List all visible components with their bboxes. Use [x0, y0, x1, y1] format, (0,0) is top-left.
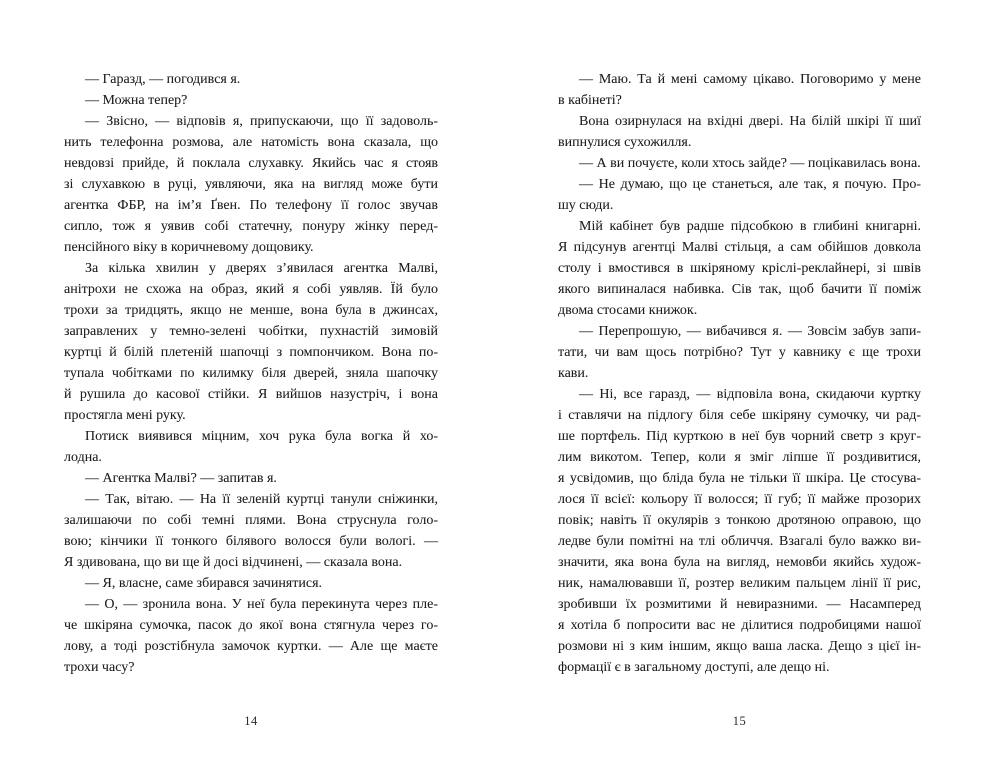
paragraph: [64, 594, 438, 678]
paragraph: [558, 321, 921, 384]
text-line: двома стосами книжок.: [558, 303, 698, 318]
text-line: Вона озирнулася на вхідні двері. На білій шкірі її шиї: [579, 114, 921, 129]
text-line: ледве були помітні на тлі обличчя. Взагалі було важко ви-: [558, 534, 921, 549]
text-line: лодна.: [64, 450, 102, 465]
text-line: якого випиналася набивка. Сів так, щоб бачити її поміж: [558, 282, 921, 297]
text-line: ник, намалювавши її, розтер великим пальцем лінії її рис,: [558, 576, 921, 591]
text-line: тати, чи вам щось потрібно? Тут у кавнику є ще трохи: [558, 345, 921, 360]
text-line: значити, яка вона була на вигляд, немовби якийсь худож-: [558, 555, 921, 570]
text-line: — Агентка Малві? — запитав я.: [85, 471, 277, 486]
page-number-left: 14: [244, 714, 258, 728]
text-line: Я здивована, що ви ще й досі відчинені, — сказала вона.: [64, 555, 403, 570]
text-line: шу сюди.: [558, 198, 614, 213]
text-line: ше портфель. Під курткою в неї був чорний светр з круг-: [558, 429, 921, 444]
text-line: сипло, тож я уявив собі статечну, понуру жінку перед-: [64, 219, 438, 234]
text-line: лову, а тоді розстібнула замочок куртки. — Але ще маєте: [64, 639, 438, 654]
paragraph: [558, 174, 921, 216]
text-line: — О, — зронила вона. У неї була перекинута через пле-: [85, 597, 438, 612]
text-line: — Перепрошую, — вибачився я. — Зовсім забув запи-: [579, 324, 921, 339]
text-line: куртці й білій плетеній шапочці з помпончиком. Вона по-: [64, 345, 438, 360]
text-line: лим викотом. Тепер, коли я зміг ліпше її роздивитися,: [558, 450, 921, 465]
text-line: агентка ФБР, на ім’я Ґвен. По телефону її голос звучав: [64, 198, 438, 213]
text-line: — Так, вітаю. — На її зеленій куртці танули сніжинки,: [85, 492, 438, 507]
text-line: невдовзі прийде, й поклала слухавку. Якийсь час я стояв: [64, 156, 438, 171]
paragraph: [558, 384, 921, 678]
text-line: Мій кабінет був радше підсобкою в глибині книгарні.: [579, 219, 921, 234]
page-left-text: [64, 69, 438, 678]
text-line: че шкіряна сумочка, пасок до якої вона стягнула через го-: [64, 618, 438, 633]
text-line: — Гаразд, — погодився я.: [85, 72, 241, 87]
text-line: Я підсунув агентці Малві стільця, а сам обійшов довкола: [558, 240, 921, 255]
text-line: — А ви почуєте, коли хтось зайде? — поцікавилась вона.: [579, 156, 921, 171]
text-line: лося її всієї: кольору її волосся; її губ; її майже прозорих: [558, 492, 921, 507]
paragraph: [64, 426, 438, 468]
text-line: і ставлячи на підлогу біля себе шкіряну сумочку, чи рад-: [558, 408, 921, 423]
paragraph: [64, 489, 438, 573]
text-line: За кілька хвилин у дверях з’явилася агентка Малві,: [85, 261, 438, 276]
paragraph: [64, 468, 438, 489]
text-line: трохи за тридцять, якщо не менше, вона була в джинсах,: [64, 303, 438, 318]
text-line: випнулися сухожилля.: [558, 135, 692, 150]
text-line: залишаючи по собі темні плями. Вона струснула голо-: [64, 513, 438, 528]
text-line: я хотіла б попросити вас не ділитися подробицями нашої: [558, 618, 921, 633]
text-line: простягла мені руку.: [64, 408, 186, 423]
paragraph: [64, 90, 438, 111]
text-line: повік; навіть її окулярів з тонкою дротяною оправою, що: [558, 513, 921, 528]
paragraph: [558, 111, 921, 153]
text-line: формації є в загальному доступі, але дещо ні.: [558, 660, 830, 675]
paragraph: [558, 69, 921, 111]
paragraph: [558, 216, 921, 321]
paragraph: [64, 573, 438, 594]
paragraph: [558, 153, 921, 174]
text-line: зі слухавкою в руці, уявляючи, яка на вигляд може бути: [64, 177, 438, 192]
text-line: заправлених у темно-зелені чобітки, пухнастій зимовій: [64, 324, 438, 339]
text-line: зробивши їх розмитими й невиразними. — Насамперед: [558, 597, 921, 612]
text-line: — Звісно, — відповів я, припускаючи, що її задоволь-: [85, 114, 438, 129]
text-line: — Можна тепер?: [85, 93, 188, 108]
text-line: — Я, власне, саме збирався зачинятися.: [85, 576, 323, 591]
text-line: й рушила до касової стійки. Я вийшов назустріч, і вона: [64, 387, 438, 402]
text-line: столу і вмостився в шкіряному кріслі-реклайнері, зі швів: [558, 261, 921, 276]
text-line: трохи часу?: [64, 660, 135, 675]
text-line: анітрохи не схожа на образ, який я собі уявляв. Їй було: [64, 282, 438, 297]
text-line: — Маю. Та й мені самому цікаво. Поговоримо у мене: [579, 72, 921, 87]
page-right-text: [558, 69, 921, 678]
paragraph: [64, 69, 438, 90]
page-number-right: 15: [732, 714, 747, 728]
text-line: тупала чобітками по килимку біля дверей, зняла шапочку: [64, 366, 438, 381]
paragraph: [64, 111, 438, 258]
text-line: я усвідомив, що бліда була не тільки її шкіра. Це стосува-: [558, 471, 921, 486]
paragraph: [64, 258, 438, 426]
text-line: — Ні, все гаразд, — відповіла вона, скидаючи куртку: [579, 387, 921, 402]
text-line: пенсійного віку в коричневому дощовику.: [64, 240, 314, 255]
text-line: Потиск виявився міцним, хоч рука була вогка й хо-: [85, 429, 438, 444]
text-line: нить телефонна розмова, але натомість вона сказала, що: [64, 135, 438, 150]
text-line: — Не думаю, що це станеться, але так, я почую. Про-: [579, 177, 921, 192]
text-line: в кабінеті?: [558, 93, 622, 108]
text-line: вою; кінчики її тонкого білявого волосся були вологі. —: [64, 534, 438, 549]
text-line: кави.: [558, 366, 589, 381]
text-line: розмови ні з ким іншим, якщо ваша ласка. Дещо з цієї ін-: [558, 639, 921, 654]
